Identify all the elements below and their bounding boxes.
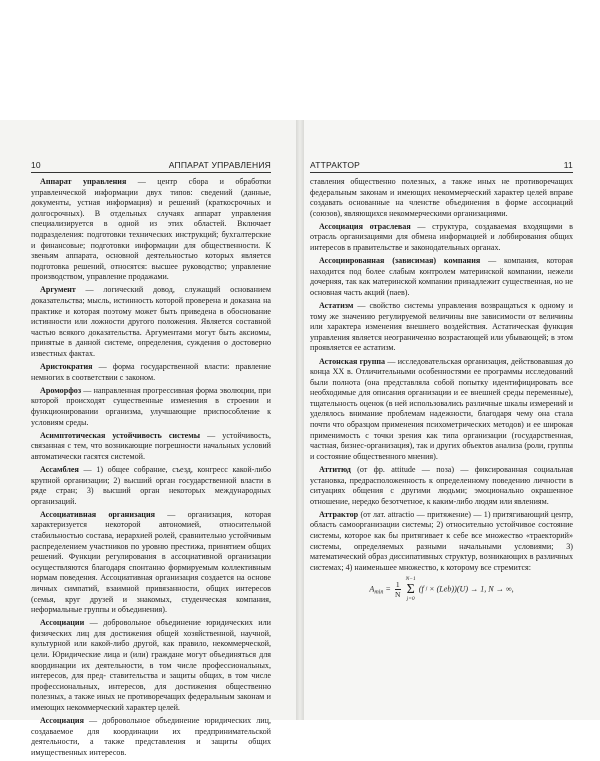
entry-definition: (от фр. attitude — поза) — фиксированная социальная установка, предрасположенность к определенному поведению личности в ситуациях общения с другими людьми; эмоционально окрашенное отношение, нередко безотчетное, к каким-либо людям или явлениям. xyxy=(310,464,573,506)
dictionary-entry xyxy=(31,362,271,383)
entry-term: Аттитюд xyxy=(319,464,351,474)
left-page-text xyxy=(31,177,271,761)
left-running-title: АППАРАТ УПРАВЛЕНИЯ xyxy=(168,160,271,170)
formula-sum-top: N−1 xyxy=(405,576,416,583)
entry-definition: — организация, которая характеризуется некоторой автономией, относительной стабильностью состава, иерархией ролей, сравнительно устойчивым распределением участников по уровню престижа, принятием общих решений. Функции регулирования в ассоциативной организации осуществляются благодаря спонтанно формируемым коллективным нормам поведения. Ассоциативная организация создается на основе личных симпатий, взаимной привязанности, общих интересов (семья, круг друзей и знакомых, студенческая компания, неформальные группы и объединения). xyxy=(31,509,271,615)
dictionary-entry xyxy=(310,510,573,574)
entry-term: Ассоциативная организация xyxy=(40,509,155,519)
left-page-number: 10 xyxy=(31,160,41,170)
formula-fraction xyxy=(395,580,401,599)
entry-term: Асимптотическая устойчивость системы xyxy=(40,430,201,440)
right-entries xyxy=(310,222,573,574)
entry-definition: — 1) общее собрание, съезд, конгресс какой-либо крупной организации; 2) высший орган государственной власти в ряде стран; 3) высший орган некоторых международных организаций. xyxy=(31,464,271,506)
right-page-text xyxy=(310,177,573,606)
right-running-title: АТТРАКТОР xyxy=(310,160,361,170)
dictionary-entry xyxy=(31,716,271,758)
entry-definition: — логический довод, служащий основанием доказательства; мысль, истинность которой проверена и доказана на практике и которая поэтому может быть приведена в обоснование истинности или ложности другого положения. Является составной частью всякого доказательства. Аргументами могут быть аксиомы, принятые в данной системе, определения, суждения о достоверно известных фактах. xyxy=(31,285,271,358)
dictionary-entry xyxy=(31,431,271,463)
entry-term: Астонская группа xyxy=(319,356,386,366)
attractor-formula: $A_{min}$ = $\frac{1}{N}$ N−1 Σ j=0 (f ʲ × (Leb))(U) → 1, N → ∞, xyxy=(369,576,514,603)
entry-definition: (от лат. attractio — притяжение) — 1) притягивающий центр, область самоорганизации системы; 2) относительно устойчивое состояние системы, которое как бы притягивает к себе все множество «траекторий» системы, определяемых разными начальными условиями; 3) математический образ диссипативных структур, возникающих в различных системах; 4) наименьшее множество, к которому все стремится: xyxy=(310,509,573,572)
formula-numerator: 1 xyxy=(395,580,400,590)
entry-term: Аристократия xyxy=(40,362,93,372)
entry-term: Аппарат управления xyxy=(40,177,127,186)
dictionary-entry xyxy=(310,222,573,254)
left-running-header xyxy=(31,159,271,173)
right-page xyxy=(304,120,600,720)
entry-definition: — добровольное объединение юридических или физических лиц для достижения общей хозяйственной, научной, культурной или какой-либо другой, как правило, некоммерческой, цели. Юридические лица и (или) граждане могут объединяться для координации их деятельности, в том числе профессиональных, интересов, для пред- ставительства и защиты общих, в том числе профессиональных, интересов, для достижения общественно полезных, а также иных не противоречащих федеральным законам и имеющих некоммерческий характер целей. xyxy=(31,618,271,712)
dictionary-entry xyxy=(310,465,573,507)
dictionary-entry xyxy=(310,301,573,354)
entry-definition: — свойство системы управления возвращаться к одному и тому же значению регулируемой величины вне зависимости от величины или характера изменения внешнего воздействия. Астатическая функция управления является неограниченно возрастающей или убывающей; в этом проявляется ее астатизм. xyxy=(310,301,573,353)
continued-text: ставления общественно полезных, а также иных не противоречащих федеральным законам и имеющих некоммерческий характер целей вправе создавать основанные на членстве объединения в форме ассоциаций (союзов), являющихся некоммерческими организациями. xyxy=(310,177,573,218)
formula-lhs-sub: min xyxy=(374,589,384,596)
formula-denominator: N xyxy=(394,590,401,600)
entry-term: Ассоциированная (зависимая) компания xyxy=(319,256,481,266)
entry-definition: — форма государственной власти: правление немногих в соответствии с законом. xyxy=(31,362,271,382)
entry-term: Аттрактор xyxy=(319,509,359,519)
dictionary-entry xyxy=(310,357,573,463)
entry-definition: — структура, создаваемая входящими в отрасль организациями для обмена информацией и лоббирования общих интересов в правительстве и законодательных органах. xyxy=(310,221,573,253)
entry-term: Ассоциация отраслевая xyxy=(319,221,411,231)
book-gutter xyxy=(296,120,304,720)
formula-sum-bottom: j=0 xyxy=(406,596,415,603)
entry-definition: — добровольное объединение юридических лиц, создаваемое для координации их предпринимательской деятельности, а также представления и защиты общих имущественных интересов. xyxy=(31,716,271,757)
entry-term: Ассамблея xyxy=(40,464,79,474)
book-spread xyxy=(0,120,600,757)
right-page-number: 11 xyxy=(563,160,573,170)
entry-definition: — исследовательская организация, действовавшая до конца XX в. Отличительными особенностями ее программы исследований были полнота (она представляла собой попытку идентифицировать все необходимые для описания организации и ее внешней среды переменные), тщательность оценок (в ней использовались различные шкалы измерений и уделялось внимание проблемам надежности, благодаря чему она стала почти что образцом применения психометрических методов) и ее широкая применимость с точки зрения как типа организации (государственная, частная, бизнес-организация), так и других объектов анализа (роли, группы и состояние общественного мнения). xyxy=(310,356,573,461)
dictionary-entry xyxy=(31,285,271,359)
formula-lhs: A xyxy=(369,584,375,594)
dictionary-entry xyxy=(310,256,573,298)
left-page xyxy=(0,120,296,757)
dictionary-entry xyxy=(31,465,271,507)
entry-term: Астатизм xyxy=(319,301,354,311)
formula-body: (f ʲ × (Leb))(U) → 1, N → ∞, xyxy=(418,584,514,594)
entry-definition: — устойчивость, связанная с тем, что возникающие погрешности начальных условий автоматически гасятся системой. xyxy=(31,430,271,461)
entry-term: Ароморфоз xyxy=(40,385,82,395)
dictionary-entry xyxy=(31,386,271,428)
dictionary-entry xyxy=(31,618,271,713)
entry-definition: — направленная прогрессивная форма эволюции, при которой происходят существенные изменения в строении и функционировании организма, улучшающие приспособление к условиям среды. xyxy=(31,385,271,427)
entry-definition: — центр сбора и обработки управленческой информации двух типов: сведений (данные, документы, устная информация) и решений (краткосрочных и долгосрочных). В отдельных случаях аппарат управления специализируется в одной из этих областей. Включает подразделения: подготовки технических инструкций; бухгалтерские и финансовые; подготовки информации для общественности. К звеньям аппарата, основной деятельностью которых является подготовка решений, относятся: высшее руководство; управление производством, управление продажами. xyxy=(31,177,271,282)
entry-term: Ассоциация xyxy=(40,716,84,726)
right-running-header xyxy=(310,159,573,173)
formula-sum: N−1 Σ j=0 xyxy=(405,576,416,603)
entry-term: Ассоциации xyxy=(40,618,85,628)
entry-term: Аргумент xyxy=(40,285,76,295)
dictionary-entry xyxy=(31,510,271,616)
dictionary-entry xyxy=(31,177,271,283)
entry-definition: — компания, которая находится под более слабым контролем материнской компании, нежели дочерняя, так как материнской компании принадлежит существенная, но не основная часть акций (паев). xyxy=(310,256,573,297)
